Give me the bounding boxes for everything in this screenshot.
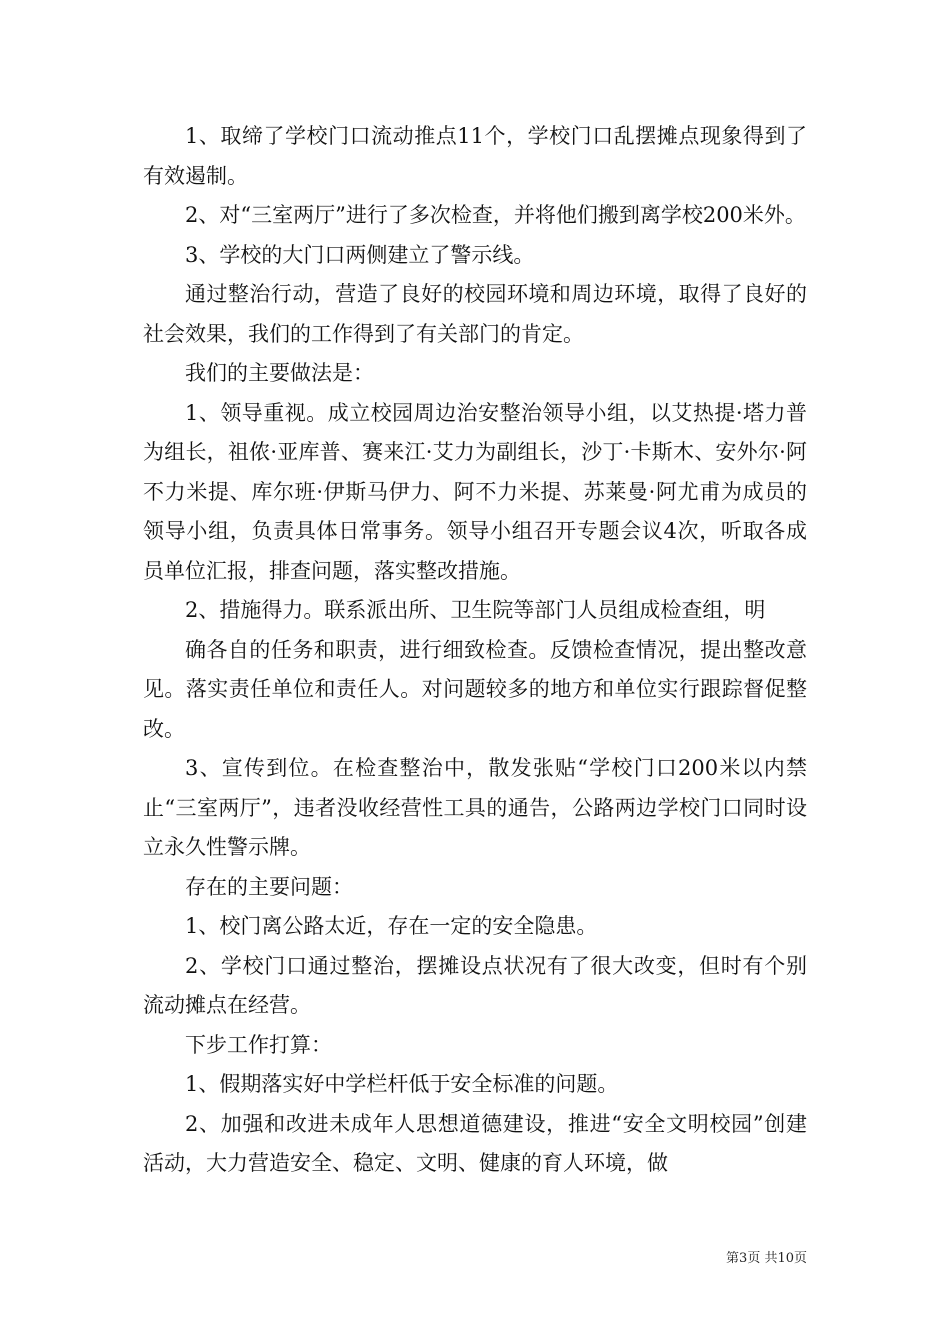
paragraph: 1、取缔了学校门口流动推点11个，学校门口乱摆摊点现象得到了有效遏制。 bbox=[143, 124, 807, 188]
paragraph: 2、措施得力。联系派出所、卫生院等部门人员组成检查组，明 bbox=[185, 598, 766, 622]
paragraph: 2、对“三室两厅”进行了多次检查，并将他们搬到离学校200米外。 bbox=[185, 203, 806, 227]
page-number-footer: 第3页 共10页 bbox=[726, 1251, 807, 1266]
paragraph: 通过整治行动，营造了良好的校园环境和周边环境，取得了良好的社会效果，我们的工作得到了有关部门的肯定。 bbox=[143, 282, 807, 346]
paragraph: 1、假期落实好中学栏杆低于安全标准的问题。 bbox=[185, 1072, 619, 1096]
paragraph: 1、领导重视。成立校园周边治安整治领导小组，以艾热提·塔力普为组长，祖侬·亚库普、赛来江·艾力为副组长，沙丁·卡斯木、安外尔·阿不力米提、库尔班·伊斯马伊力、阿不力米提、苏莱曼·阿尤甫为成员的领导小组，负责具体日常事务。领导小组召开专题会议4次，听取各成员单位汇报，排查问题，落实整改措施。 bbox=[143, 400, 807, 583]
paragraph: 3、学校的大门口两侧建立了警示线。 bbox=[185, 242, 535, 267]
paragraph: 下步工作打算： bbox=[185, 1032, 332, 1057]
paragraph: 确各自的任务和职责，进行细致检查。反馈检查情况，提出整改意见。落实责任单位和责任人。对问题较多的地方和单位实行跟踪督促整改。 bbox=[143, 637, 807, 741]
paragraph: 1、校门离公路太近，存在一定的安全隐患。 bbox=[185, 914, 598, 938]
paragraph: 3、宣传到位。在检查整治中，散发张贴“学校门口200米以内禁止“三室两厅”，违者没收经营性工具的通告，公路两边学校门口同时设立永久性警示牌。 bbox=[143, 756, 807, 859]
paragraph: 我们的主要做法是： bbox=[185, 361, 374, 385]
paragraph: 2、学校门口通过整治，摆摊设点状况有了很大改变，但时有个别流动摊点在经营。 bbox=[143, 953, 807, 1017]
paragraph: 存在的主要问题： bbox=[185, 874, 353, 899]
paragraph: 2、加强和改进未成年人思想道德建设，推进“安全文明校园”创建活动，大力营造安全、稳定、文明、健康的育人环境，做 bbox=[143, 1111, 807, 1175]
document-body bbox=[143, 117, 807, 1184]
